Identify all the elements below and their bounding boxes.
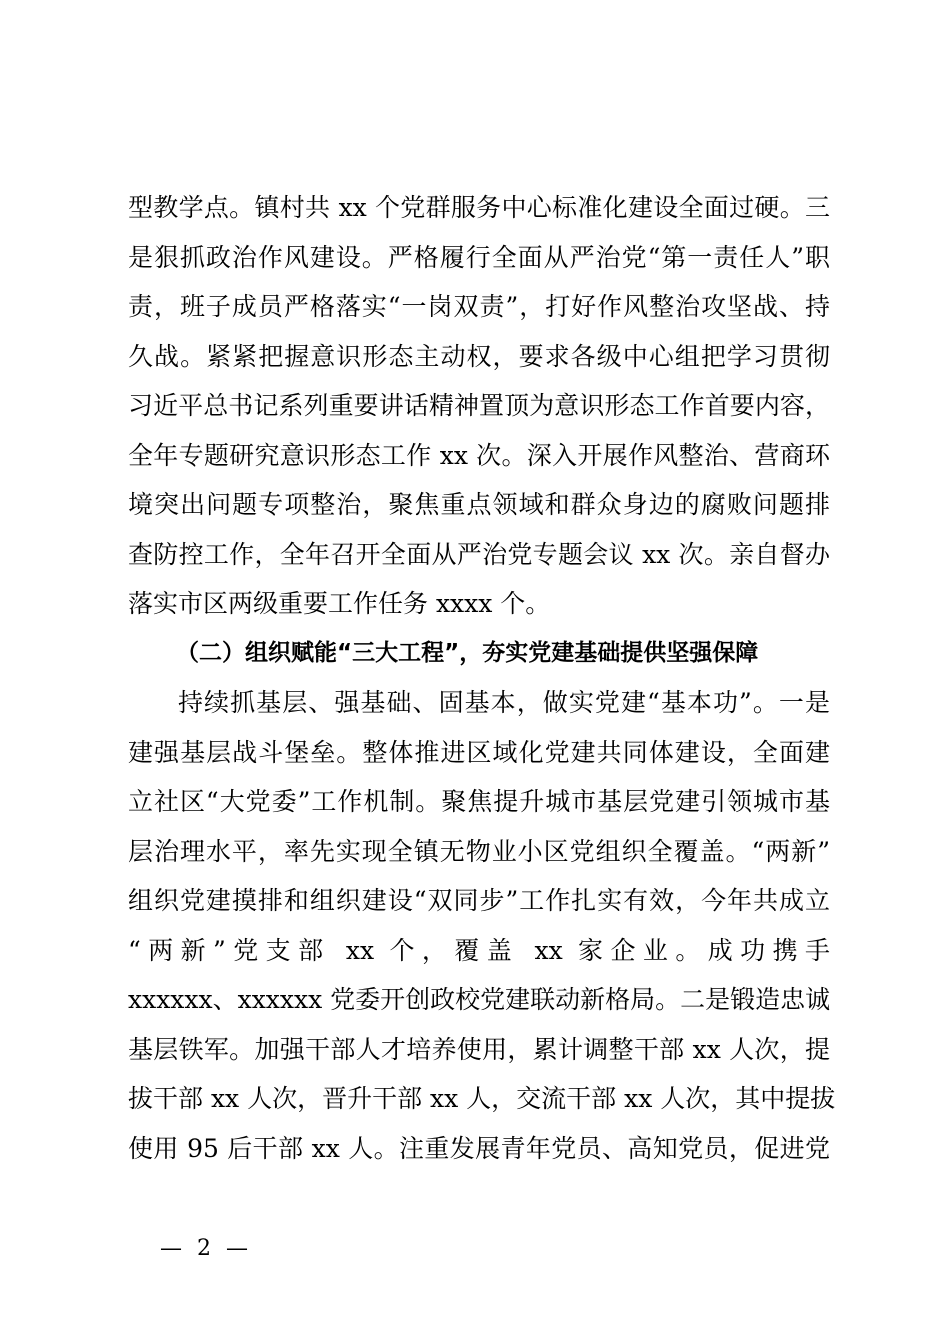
section-line: 层治理水平，率先实现全镇无物业小区党组织全覆盖。“两新” [128, 836, 830, 866]
body-line: 型教学点。镇村共 xx 个党群服务中心标准化建设全面过硬。三 [128, 193, 830, 222]
body-line: 查防控工作，全年召开全面从严治党专题会议 xx 次。亲自督办 [128, 539, 830, 569]
body-line: 习近平总书记系列重要讲话精神置顶为意识形态工作首要内容， [128, 391, 830, 420]
body-line: 久战。紧紧把握意识形态主动权，要求各级中心组把学习贯彻 [128, 341, 830, 371]
section-line: 建强基层战斗堡垒。整体推进区域化党建共同体建设，全面建 [128, 737, 830, 767]
section-line: 拔干部 xx 人次，晋升干部 xx 人，交流干部 xx 人次，其中提拔 [128, 1084, 836, 1113]
body-line: 是狠抓政治作风建设。严格履行全面从严治党“第一责任人”职 [128, 242, 830, 272]
page-number: — 2 — [160, 1236, 252, 1261]
document-body [128, 183, 836, 1173]
section-line: 基层铁军。加强干部人才培养使用，累计调整干部 xx 人次，提 [128, 1034, 830, 1064]
body-line: 全年专题研究意识形态工作 xx 次。深入开展作风整治、营商环 [128, 440, 830, 470]
section-line: 组织党建摸排和组织建设“双同步”工作扎实有效，今年共成立 [128, 886, 830, 915]
section-line: 使用 95 后干部 xx 人。注重发展青年党员、高知党员，促进党 [128, 1133, 830, 1163]
section-line: 持续抓基层、强基础、固基本，做实党建“基本功”。一是 [178, 688, 830, 717]
section-line: “两新”党支部 xx 个，覆盖 xx 家企业。成功携手 [128, 935, 830, 965]
body-line: 境突出问题专项整治，聚焦重点领域和群众身边的腐败问题排 [128, 490, 830, 519]
body-line: 落实市区两级重要工作任务 xxxx 个。 [128, 589, 551, 618]
section-heading: （二）组织赋能“三大工程”，夯实党建基础提供坚强保障 [176, 639, 759, 666]
section-line: 立社区“大党委”工作机制。聚焦提升城市基层党建引领城市基 [128, 787, 830, 816]
section-line: xxxxxx、xxxxxx 党委开创政校党建联动新格局。二是锻造忠诚 [128, 985, 831, 1014]
body-line: 责，班子成员严格落实“一岗双责”，打好作风整治攻坚战、持 [128, 292, 830, 321]
